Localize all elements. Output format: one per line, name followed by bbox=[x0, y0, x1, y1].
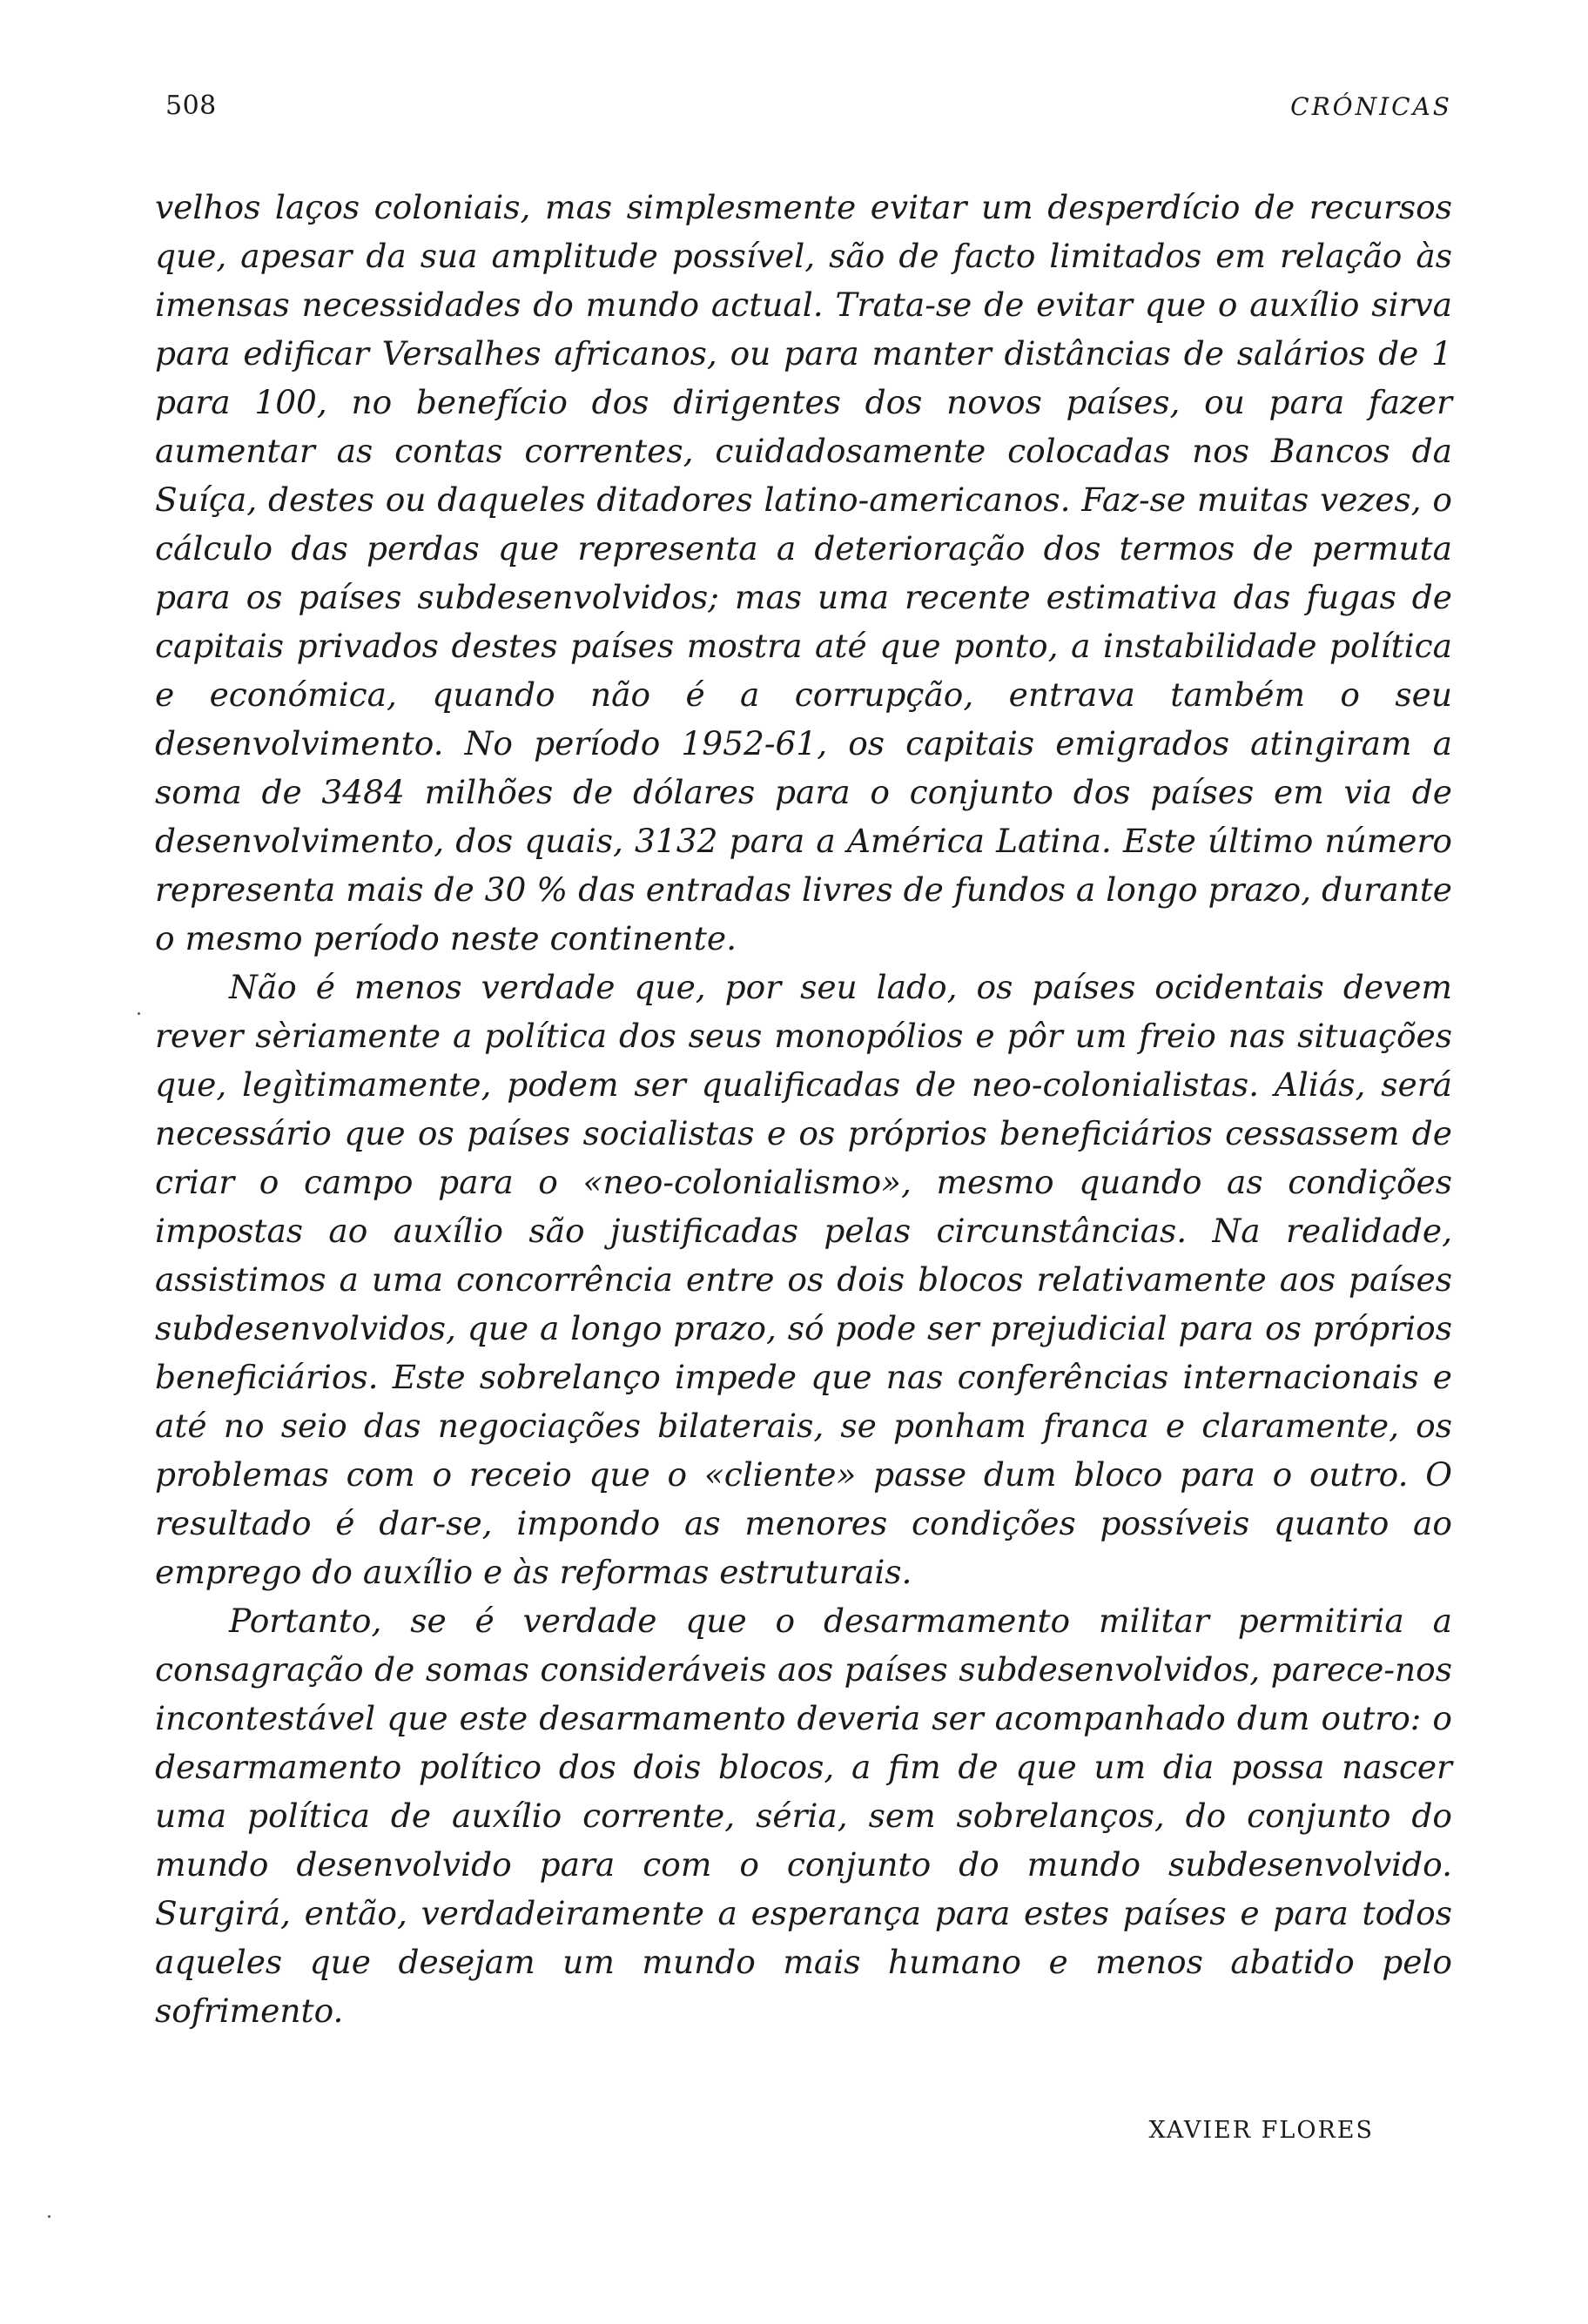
scan-speck bbox=[48, 2215, 50, 2218]
page-number: 508 bbox=[165, 91, 217, 121]
paragraph-1: velhos laços coloniais, mas simplesmente evitar um desperdício de recursos que, apesar da sua amplitude possível, são de facto limitados em relação às imensas necessidades do mundo actual. Trata-se de evitar que o auxílio sirva para edificar Versalhes africanos, ou para manter distâncias de salários de 1 para 100, no benefício dos dirigentes dos novos países, ou para fazer aumentar as contas correntes, cuidadosamente colocadas nos Bancos da Suíça, destes ou daqueles ditadores latino-americanos. Faz-se muitas vezes, o cálculo das perdas que representa a deterioração dos termos de permuta para os países subdesenvolvidos; mas uma recente estimativa das fugas de capitais privados destes países mostra até que ponto, a instabilidade política e económica, quando não é a corrupção, entrava também o seu desenvolvimento. No período 1952-61, os capitais emigrados atingiram a soma de 3484 milhões de dólares para o conjunto dos países em via de desenvolvimento, dos quais, 3132 para a América Latina. Este último número representa mais de 30 % das entradas livres de fundos a longo prazo, durante o mesmo período neste continente. bbox=[155, 188, 1452, 957]
author-signature: XAVIER FLORES bbox=[1148, 2117, 1374, 2144]
paragraph-2: Não é menos verdade que, por seu lado, os países ocidentais devem rever sèriamente a política dos seus monopólios e pôr um freio nas situações que, legìtimamente, podem ser qualificadas de neo-colonialistas. Aliás, será necessário que os países socialistas e os próprios beneficiários cessassem de criar o campo para o «neo-colonialismo», mesmo quando as condições impostas ao auxílio são justificadas pelas circunstâncias. Na realidade, assistimos a uma concorrência entre os dois blocos relativamente aos países subdesenvolvidos, que a longo prazo, só pode ser prejudicial para os próprios beneficiários. Este sobrelanço impede que nas conferências internacionais e até no seio das negociações bilaterais, se ponham franca e claramente, os problemas com o receio que o «cliente» passe dum bloco para o outro. O resultado é dar-se, impondo as menores condições possíveis quanto ao emprego do auxílio e às reformas estruturais. bbox=[155, 968, 1452, 1591]
page-header bbox=[155, 91, 1452, 125]
running-head: CRÓNICAS bbox=[1290, 92, 1452, 121]
scan-speck bbox=[138, 1012, 140, 1015]
paragraph-3: Portanto, se é verdade que o desarmamento militar permitiria a consagração de somas consideráveis aos países subdesenvolvidos, parece-nos incontestável que este desarmamento deveria ser acompanhado dum outro: o desarmamento político dos dois blocos, a fim de que um dia possa nascer uma política de auxílio corrente, séria, sem sobrelanços, do conjunto do mundo desenvolvido para com o conjunto do mundo subdesenvolvido. Surgirá, então, verdadeiramente a esperança para estes países e para todos aqueles que desejam um mundo mais humano e menos abatido pelo sofrimento. bbox=[155, 1602, 1452, 2030]
article-body bbox=[155, 183, 1452, 2035]
